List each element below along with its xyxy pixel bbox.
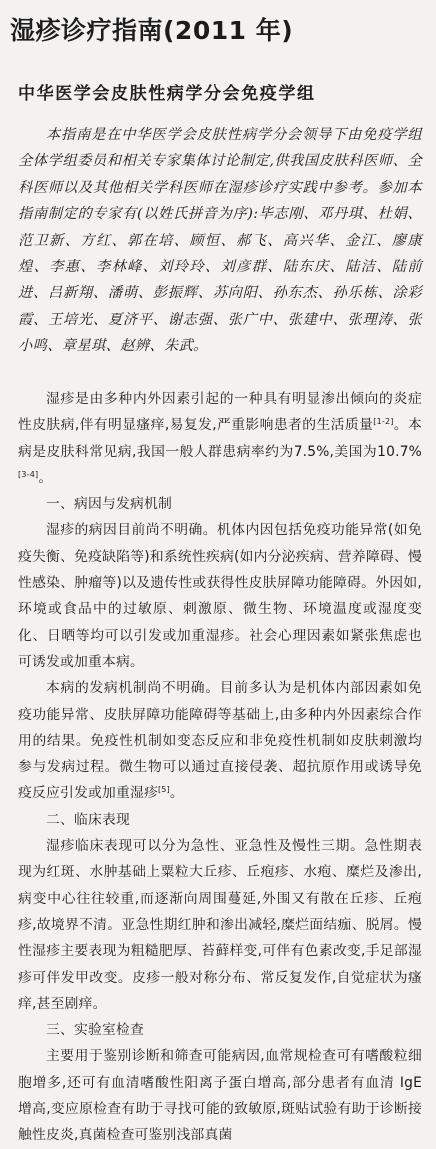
- citation: [3-4]: [18, 469, 39, 479]
- body-paragraph: [18, 675, 422, 806]
- body-paragraph: 湿疹临床表现可以分为急性、亚急性及慢性三期。急性期表现为红斑、水肿基础上粟粒大丘疹、丘疱疹、水疱、糜烂及渗出,病变中心往往较重,而逐渐向周围蔓延,外围又有散在丘疹、丘疱疹,故境界不清。亚急性期红肿和渗出减轻,糜烂面结痂、脱屑。慢性湿疹主要表现为粗糙肥厚、苔藓样变,可伴有色素改变,手足部湿疹可伴发甲改变。皮疹一般对称分布、常反复发作,自觉症状为瘙痒,甚至剧痒。: [18, 838, 422, 1012]
- intro-text: 。本病是皮肤科常见病,我国一般人群患病率约为7.5%,美国为10.7%: [18, 417, 423, 460]
- page-title: 湿疹诊疗指南(2011 年): [10, 16, 294, 45]
- intro-text: 。: [38, 469, 53, 486]
- paragraph-text: 。: [169, 785, 184, 802]
- intro-paragraph: [18, 386, 422, 491]
- body-paragraph: 湿疹的病因目前尚不明确。机体内因包括免疫功能异常(如免疫失衡、免疫缺陷等)和系统性疾病(如内分泌疾病、营养障碍、慢性感染、肿瘤等)以及遗传性或获得性皮肤屏障功能障碍。外因如,环境或食品中的过敏原、刺激原、微生物、环境温度或湿度变化、日晒等均可以引发或加重湿疹。社会心理因素如紧张焦虑也可诱发或加重本病。: [18, 522, 422, 670]
- article-body: [18, 386, 422, 1149]
- intro-text: 湿疹是由多种内外因素引起的一种具有明显渗出倾向的炎症性皮肤病,伴有明显瘙痒,易复发,严重影响患者的生活质量: [18, 391, 422, 434]
- citation: [5]: [157, 785, 170, 795]
- citation: [1-2]: [373, 417, 394, 427]
- preface-paragraph: 本指南是在中华医学会皮肤性病学分会领导下由免疫学组全体学组委员和相关专家集体讨论制定,供我国皮肤科医师、全科医师以及其他相关学科医师在湿疹诊疗实践中参考。参加本指南制定的专家有(以姓氏拼音为序):毕志刚、邓丹琪、杜娟、范卫新、方红、郭在培、顾恒、郝飞、高兴华、金江、廖康煌、李惠、李林峰、刘玲玲、刘彦群、陆东庆、陆洁、陆前进、吕新翔、潘萌、彭振辉、苏向阳、孙东杰、孙乐栋、涂彩霞、王培光、夏济平、谢志强、张广中、张建中、张理涛、张小鸣、章星琪、赵辨、朱武。: [18, 127, 422, 355]
- section-heading: 二、临床表现: [46, 811, 130, 828]
- section-heading: 三、实验室检查: [46, 1022, 144, 1039]
- paragraph-text: 本病的发病机制尚不明确。目前多认为是机体内部因素如免疫功能异常、皮肤屏障功能障碍等基础上,由多种内外因素综合作用的结果。免疫性机制如变态反应和非免疫性机制如皮肤刺激均参与发病过程。微生物可以通过直接侵袭、超抗原作用或诱导免疫反应引发或加重湿疹: [18, 680, 422, 802]
- body-paragraph: 主要用于鉴别诊断和筛查可能病因,血常规检查可有嗜酸粒细胞增多,还可有血清嗜酸性阳离子蛋白增高,部分患者有血清 IgE 增高,变应原检查有助于寻找可能的致敏原,斑贴试验有助于诊断接触性皮炎,真菌检查可鉴别浅部真菌: [18, 1048, 422, 1144]
- author-group: 中华医学会皮肤性病学分会免疫学组: [18, 84, 316, 104]
- section-heading: 一、病因与发病机制: [46, 496, 172, 513]
